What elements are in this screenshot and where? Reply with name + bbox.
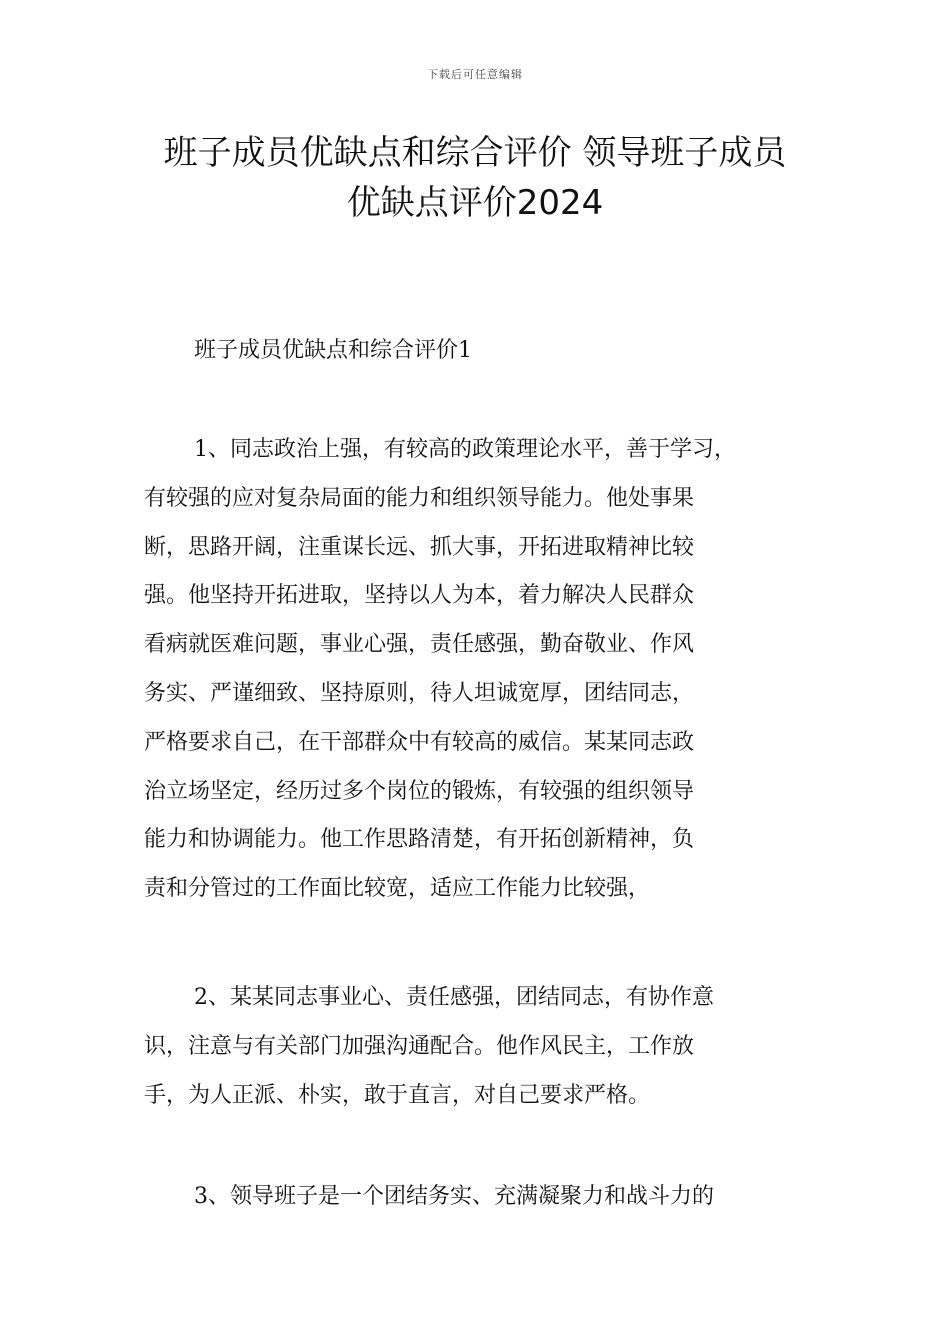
title-line: 优缺点评价2024: [346, 183, 604, 223]
paragraph-line: 看病就医难问题，事业心强，责任感强，勤奋敬业、作风: [144, 632, 695, 658]
paragraph-1: [144, 426, 834, 914]
paragraph-3: [144, 1173, 834, 1222]
paragraph-line: 责和分管过的工作面比较宽，适应工作能力比较强，: [144, 876, 651, 902]
paragraph-line: 务实、严谨细致、坚持原则，待人坦诚宽厚，团结同志，: [144, 680, 695, 706]
section-heading: 班子成员优缺点和综合评价1: [194, 338, 472, 363]
header-note: 下载后可任意编辑: [427, 68, 523, 81]
paragraph-line: 1、同志政治上强，有较高的政策理论水平，善于学习，: [194, 437, 736, 462]
paragraph-2: [144, 974, 834, 1120]
paragraph-line: 治立场坚定，经历过多个岗位的锻炼，有较强的组织领导: [144, 778, 695, 804]
paragraph-line: 有较强的应对复杂局面的能力和组织领导能力。他处事果: [144, 485, 695, 511]
paragraph-line: 严格要求自己，在干部群众中有较高的威信。某某同志政: [144, 729, 695, 755]
paragraph-line: 强。他坚持开拓进取，坚持以人为本，着力解决人民群众: [144, 583, 695, 609]
title-line: 班子成员优缺点和综合评价 领导班子成员: [163, 133, 787, 173]
paragraph-line: 2、某某同志事业心、责任感强，团结同志，有协作意: [194, 985, 714, 1010]
paragraph-line: 断，思路开阔，注重谋长远、抓大事，开拓进取精神比较: [144, 534, 695, 560]
paragraph-line: 手，为人正派、朴实，敢于直言，对自己要求严格。: [144, 1082, 651, 1108]
paragraph-line: 3、领导班子是一个团结务实、充满凝聚力和战斗力的: [194, 1184, 714, 1209]
paragraph-line: 能力和协调能力。他工作思路清楚，有开拓创新精神，负: [144, 827, 695, 853]
paragraph-line: 识，注意与有关部门加强沟通配合。他作风民主，工作放: [144, 1033, 695, 1059]
document-title: [100, 128, 850, 228]
